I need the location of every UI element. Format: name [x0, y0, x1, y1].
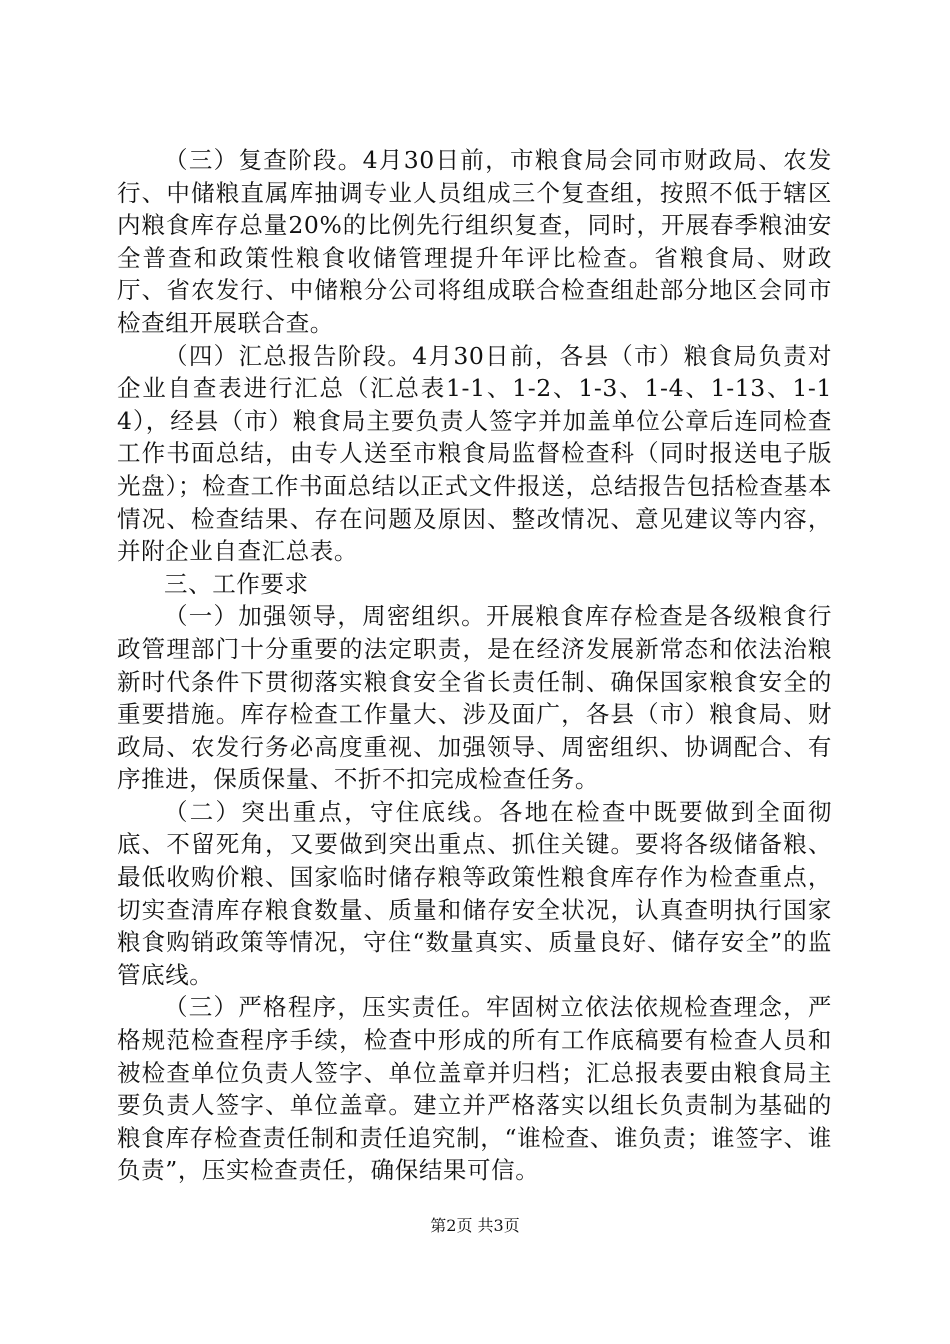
section-heading-work-requirements: 三、工作要求: [164, 569, 309, 598]
paragraph-requirement-procedure: （三）严格程序，压实责任。牢固树立依法依规检查理念，严格规范检查程序手续，检查中形成的所有工作底稿要有检查人员和被检查单位负责人签字、单位盖章并归档；汇总报表要由粮食局主要负责人签字、单位盖章。建立并严格落实以组长负责制为基础的粮食库存检查责任制和责任追究制，“谁检查、谁负责；谁签字、谁负责”，压实检查责任，确保结果可信。: [117, 993, 832, 1185]
paragraph-requirement-focus: （二）突出重点，守住底线。各地在检查中既要做到全面彻底、不留死角，又要做到突出重点、抓住关键。要将各级储备粮、最低收购价粮、国家临时储存粮等政策性粮食库存作为检查重点，切实查清库存粮食数量、质量和储存安全状况，认真查明执行国家粮食购销政策等情况，守住“数量真实、质量良好、储存安全”的监管底线。: [117, 797, 832, 989]
document-body: [117, 144, 832, 1187]
paragraph-review-stage: （三）复查阶段。4月30日前，市粮食局会同市财政局、农发行、中储粮直属库抽调专业人员组成三个复查组，按照不低于辖区内粮食库存总量20%的比例先行组织复查，同时，开展春季粮油安全普查和政策性粮食收储管理提升年评比检查。省粮食局、财政厅、省农发行、中储粮分公司将组成联合检查组赴部分地区会同市检查组开展联合查。: [117, 146, 832, 337]
paragraph-requirement-leadership: （一）加强领导，周密组织。开展粮食库存检查是各级粮食行政管理部门十分重要的法定职责，是在经济发展新常态和依法治粮新时代条件下贯彻落实粮食安全省长责任制、确保国家粮食安全的重要措施。库存检查工作量大、涉及面广，各县（市）粮食局、财政局、农发行务必高度重视、加强领导、周密组织、协调配合、有序推进，保质保量、不折不扣完成检查任务。: [117, 602, 832, 794]
page-footer: 第2页 共3页: [430, 1216, 520, 1235]
paragraph-summary-stage: （四）汇总报告阶段。4月30日前，各县（市）粮食局负责对企业自查表进行汇总（汇总表1-1、1-2、1-3、1-4、1-13、1-14），经县（市）粮食局主要负责人签字并加盖单位公章后连同检查工作书面总结，由专人送至市粮食局监督检查科（同时报送电子版光盘）；检查工作书面总结以正式文件报送，总结报告包括检查基本情况、检查结果、存在问题及原因、整改情况、意见建议等内容，并附企业自查汇总表。: [117, 341, 832, 566]
